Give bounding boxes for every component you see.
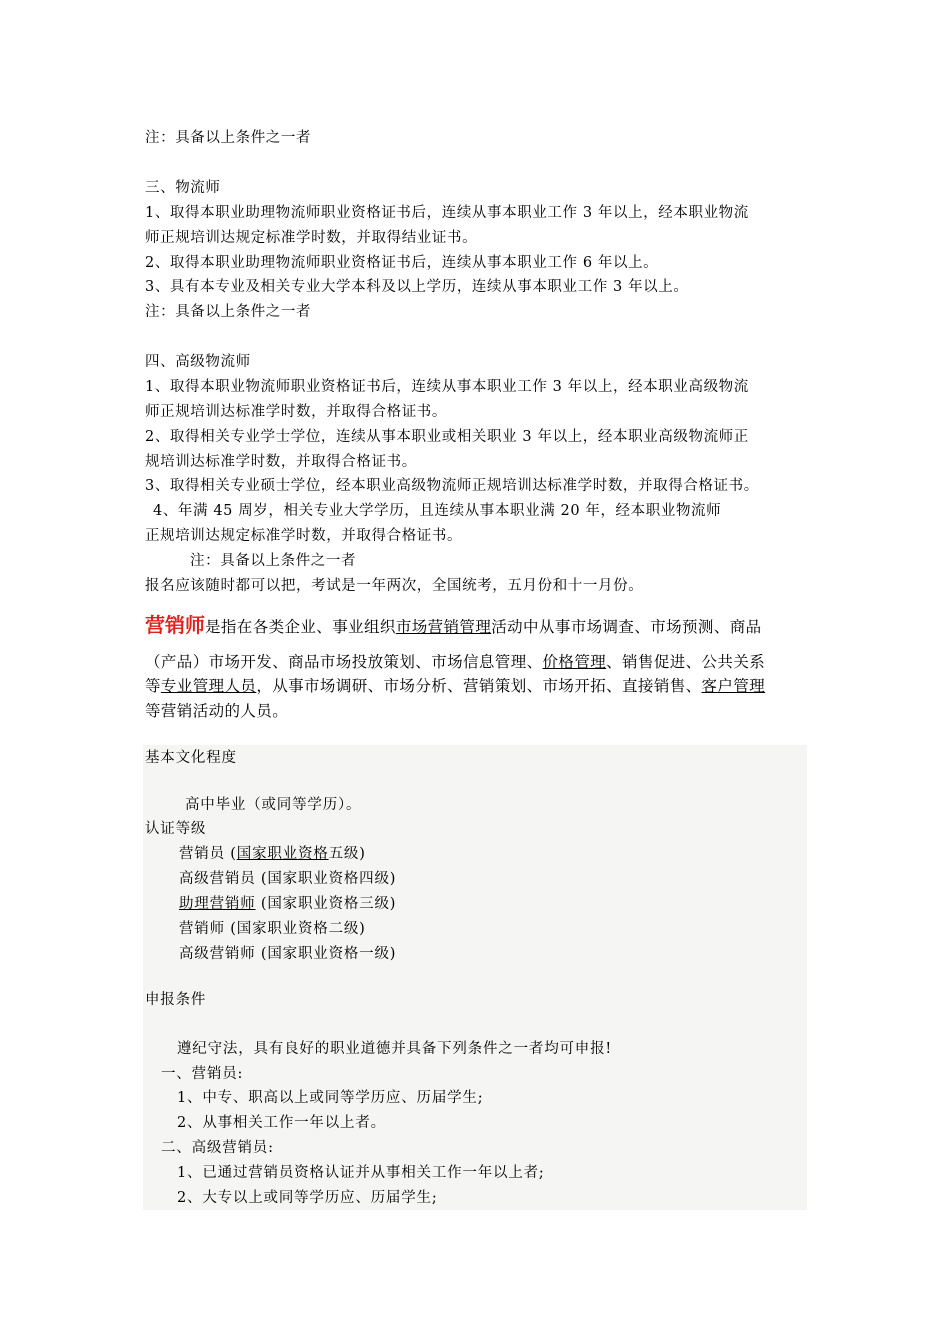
level-3: 助理营销师 (国家职业资格三级): [179, 896, 397, 912]
section-four-line-2a: 2、取得相关专业学士学位，连续从事本职业或相关职业 3 年以上，经本职业高级物流师正: [145, 429, 749, 445]
req-level-1-title: 一、营销员:: [161, 1066, 244, 1082]
level-5: 高级营销师 (国家职业资格一级): [179, 946, 397, 962]
intro-line-4: 等营销活动的人员。: [145, 702, 289, 720]
section-four-line-1a: 1、取得本职业物流师职业资格证书后，连续从事本职业工作 3 年以上，经本职业高级物流: [145, 379, 749, 395]
section-three-line-1b: 师正规培训达规定标准学时数，并取得结业证书。: [145, 230, 478, 246]
section-three-note: 注：具备以上条件之一者: [145, 304, 312, 320]
section-four-title: 四、高级物流师: [145, 354, 251, 370]
link-marketing-management[interactable]: 市场营销管理: [395, 618, 492, 636]
levels-title: 认证等级: [145, 821, 207, 837]
level-2: 高级营销员 (国家职业资格四级): [179, 871, 397, 887]
section-three-title: 三、物流师: [145, 180, 221, 196]
section-two-note: 注：具备以上条件之一者: [145, 130, 312, 146]
intro-line-1: 营销师是指在各类企业、事业组织市场营销管理活动中从事市场调查、市场预测、商品: [145, 613, 762, 637]
link-price-management[interactable]: 价格管理: [542, 653, 607, 671]
section-four-line-4a: 4、年满 45 周岁，相关专业大学学历，且连续从事本职业满 20 年，经本职业物流师: [153, 503, 722, 519]
intro-line-2: （产品）市场开发、商品市场投放策划、市场信息管理、价格管理、销售促进、公共关系: [145, 653, 766, 671]
section-three-line-1a: 1、取得本职业助理物流师职业资格证书后，连续从事本职业工作 3 年以上，经本职业物流: [145, 205, 749, 221]
level-1: 营销员 (国家职业资格五级): [179, 846, 366, 862]
link-customer-management[interactable]: 客户管理: [701, 677, 766, 695]
section-four-line-1b: 师正规培训达标准学时数，并取得合格证书。: [145, 404, 447, 420]
section-four-line-3: 3、取得相关专业硕士学位，经本职业高级物流师正规培训达标准学时数，并取得合格证书。: [145, 478, 759, 494]
section-four-line-2b: 规培训达标准学时数，并取得合格证书。: [145, 454, 417, 470]
link-assistant-marketer[interactable]: 助理营销师: [179, 896, 256, 912]
req-level-2-item-1: 1、已通过营销员资格认证并从事相关工作一年以上者;: [177, 1165, 545, 1181]
section-four-line-4b: 正规培训达规定标准学时数，并取得合格证书。: [145, 528, 463, 544]
req-level-2-item-2: 2、大专以上或同等学历应、历届学生;: [177, 1190, 438, 1206]
keyword-marketing-manager: 营销师: [145, 613, 205, 637]
link-professional-managers[interactable]: 专业管理人员: [160, 677, 257, 695]
intro-line-3: 等专业管理人员，从事市场调研、市场分析、营销策划、市场开拓、直接销售、客户管理: [145, 677, 766, 695]
requirements-title: 申报条件: [145, 992, 207, 1008]
level-4: 营销师 (国家职业资格二级): [179, 921, 366, 937]
req-level-2-title: 二、高级营销员:: [161, 1140, 274, 1156]
link-national-qualification[interactable]: 国家职业资格: [236, 846, 329, 862]
signup-note: 报名应该随时都可以把，考试是一年两次，全国统考，五月份和十一月份。: [145, 578, 644, 594]
edu-value: 高中毕业（或同等学历）。: [185, 797, 362, 813]
req-level-1-item-2: 2、从事相关工作一年以上者。: [177, 1115, 386, 1131]
section-three-line-3: 3、具有本专业及相关专业大学本科及以上学历，连续从事本职业工作 3 年以上。: [145, 279, 689, 295]
edu-title: 基本文化程度: [145, 750, 237, 766]
req-level-1-item-1: 1、中专、职高以上或同等学历应、历届学生;: [177, 1090, 484, 1106]
section-four-note: 注：具备以上条件之一者: [190, 553, 357, 569]
section-three-line-2: 2、取得本职业助理物流师职业资格证书后，连续从事本职业工作 6 年以上。: [145, 255, 659, 271]
requirements-intro: 遵纪守法，具有良好的职业道德并具备下列条件之一者均可申报!: [177, 1041, 613, 1057]
quoted-content-box: [143, 745, 807, 1210]
